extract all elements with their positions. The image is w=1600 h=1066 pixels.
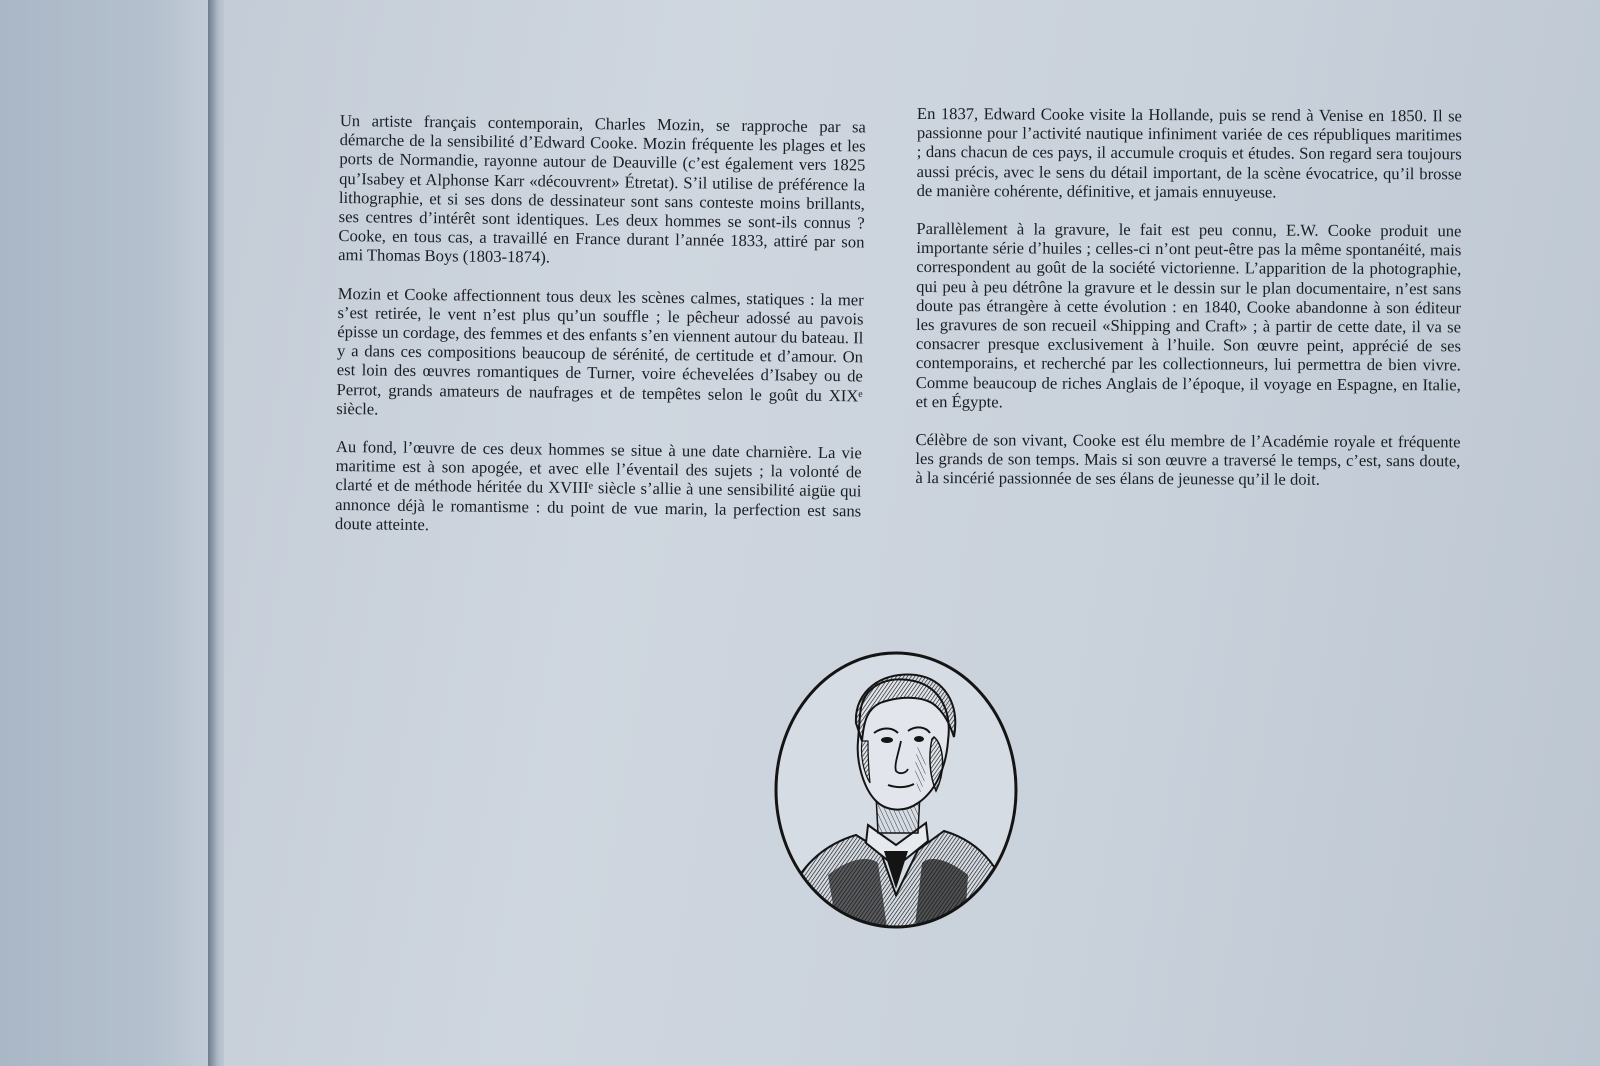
portrait-oval-icon: [768, 645, 1024, 935]
paragraph: Un artiste français contemporain, Charles Mozin, se rapproche par sa démarche de la sensibilité d’Edward Cooke. Mozin fréquente les plages et les ports de Normandie, rayonne autour de Deauville (c’est également vers 1825 qu’Isabey et Alphonse Karr «découvrent» Étretat). S’il utilise de préférence la lithographie, et si ses dons de dessinateur sont sans conteste moins brillants, ses centres d’intérêt sont identiques. Les deux hommes se sont-ils connus ? Cooke, en tous cas, a travaillé en France durant l’année 1833, attiré par son ami Thomas Boys (1803-1874).: [338, 111, 866, 267]
paragraph: Célèbre de son vivant, Cooke est élu membre de l’Académie royale et fréquente les grands de son temps. Mais si son œuvre a traversé le temps, c’est, sans doute, à la sincérié passionnée de ses élans de jeunesse qu’il le doit.: [915, 430, 1461, 490]
paragraph: Au fond, l’œuvre de ces deux hommes se situe à une date charnière. La vie maritime est à son apogée, et avec elle l’éventail des sujets ; la volonté de clarté et de méthode héritée du XVIIIᵉ siècle s’allie à une sensibilité aigüe qui annonce déjà le romantisme : du point de vue marin, la perfection est sans doute atteinte.: [334, 437, 862, 534]
portrait-engraving: [768, 645, 1024, 935]
paragraph: Parallèlement à la gravure, le fait est peu connu, E.W. Cooke produit une importante série d’huiles ; celles-ci n’ont peut-être pas la même spontanéité, mais correspondent au goût de la société victorienne. L’apparition de la photographie, qui peu à peu détrône la gravure et le dessin sur le plan documentaire, n’est sans doute pas étrangère à cette évolution : en 1840, Cooke abandonne à son éditeur les gravures de son recueil «Shipping and Craft» ; à partir de cette date, il va se consacrer presque exclusivement à l’huile. Son œuvre peint, apprécié de ses contemporains, et recherché par les collectionneurs, lui permettra de bien vivre. Comme beaucoup de riches Anglais de l’époque, il voyage en Espagne, en Italie, et en Égypte.: [915, 219, 1462, 412]
text-column-left: [335, 111, 866, 558]
left-page: [0, 0, 216, 1066]
text-column-right: [915, 104, 1462, 509]
paragraph: En 1837, Edward Cooke visite la Hollande, puis se rend à Venise en 1850. Il se passionne pour l’activité nautique infiniment variée de ces républiques maritimes ; dans chacun de ces pays, il accumule croquis et études. Son regard sera toujours aussi précis, avec le sens du détail important, de la scène évocatrice, qu’il brosse de manière cohérente, définitive, et jamais ennuyeuse.: [916, 104, 1462, 202]
paragraph: Mozin et Cooke affectionnent tous deux les scènes calmes, statiques : la mer s’est retirée, le vent n’est plus qu’un souffle ; le pêcheur adossé au pavois épisse un cordage, des femmes et des enfants s’en viennent autour du bateau. Il y a dans ces compositions beaucoup de sérénité, de certitude et d’amour. On est loin des œuvres romantiques de Turner, voire échevelées d’Isabey ou de Perrot, grands amateurs de naufrages et de tempêtes selon le goût du XIXᵉ siècle.: [336, 283, 864, 419]
